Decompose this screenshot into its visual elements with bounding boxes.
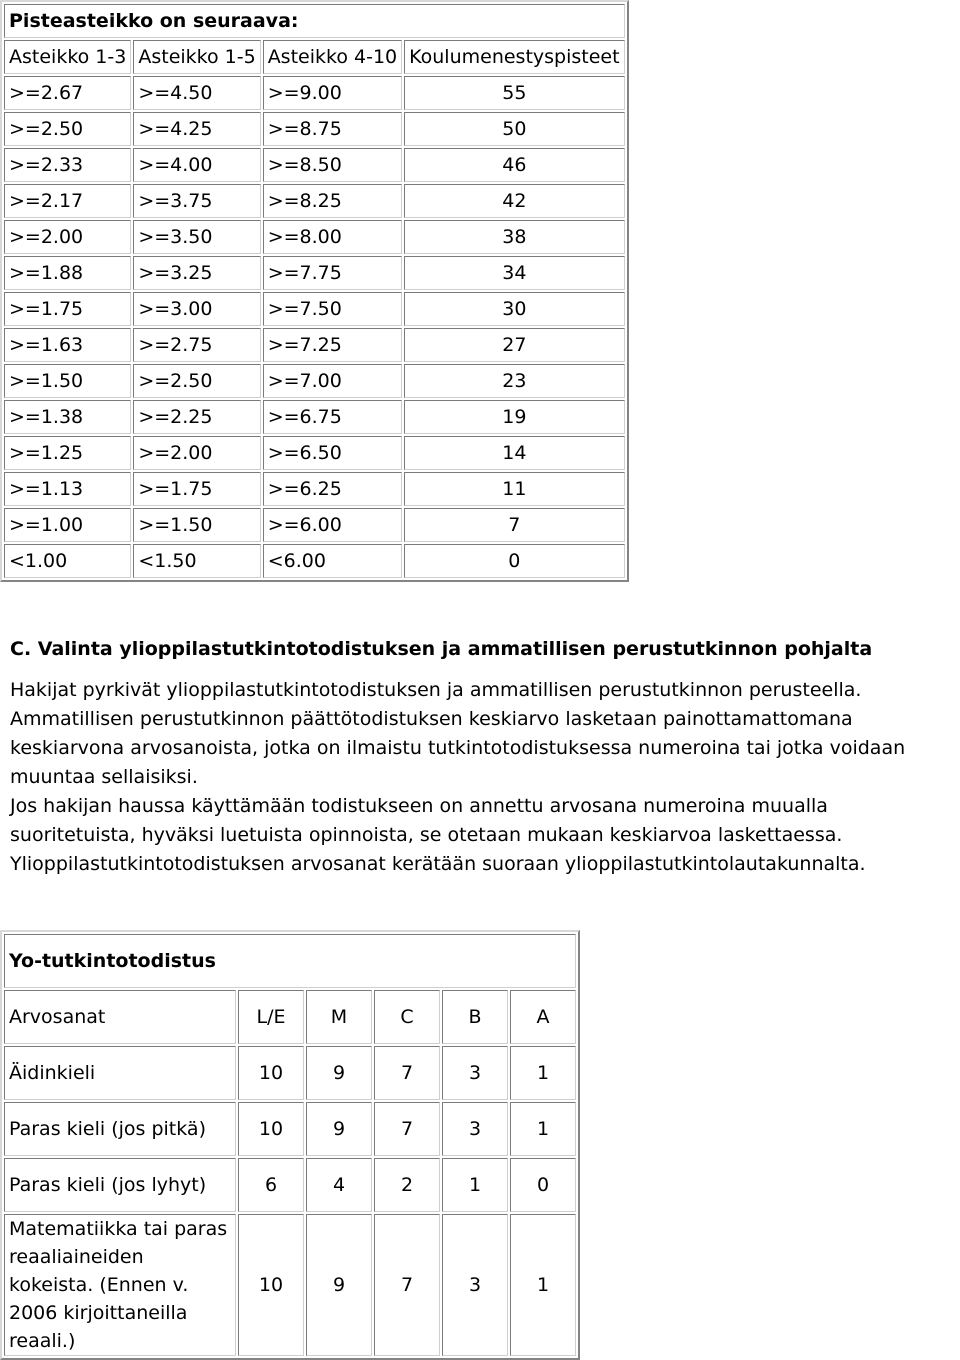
table-cell: >=2.00 (133, 436, 260, 470)
table-cell: >=1.38 (4, 400, 131, 434)
table-cell: >=3.25 (133, 256, 260, 290)
table-caption-row (4, 4, 625, 38)
section-c-title: C. Valinta ylioppilastutkintotodistuksen ja ammatillisen perustutkinnon pohjalta (10, 638, 873, 660)
table-cell: <1.00 (4, 544, 131, 578)
table-row (4, 1214, 576, 1356)
table-cell: >=8.25 (263, 184, 402, 218)
table-cell: >=3.75 (133, 184, 260, 218)
table-cell: 7 (404, 508, 624, 542)
points-cell: 10 (238, 1102, 304, 1156)
table-cell: 30 (404, 292, 624, 326)
points-cell: 1 (510, 1102, 576, 1156)
table-cell: 14 (404, 436, 624, 470)
table-cell: <1.50 (133, 544, 260, 578)
table-cell: >=1.63 (4, 328, 131, 362)
table-cell: >=1.88 (4, 256, 131, 290)
points-cell: 10 (238, 1214, 304, 1356)
points-cell: 6 (238, 1158, 304, 1212)
table-cell: >=6.00 (263, 508, 402, 542)
table-header-row (4, 990, 576, 1044)
table-cell: >=2.25 (133, 400, 260, 434)
table-header-row (4, 40, 625, 74)
table-row (4, 1102, 576, 1156)
points-cell: 1 (510, 1046, 576, 1100)
table-cell: >=2.33 (4, 148, 131, 182)
table-cell: >=1.25 (4, 436, 131, 470)
table-cell: <6.00 (263, 544, 402, 578)
column-header: Koulumenestyspisteet (404, 40, 624, 74)
table-cell: >=7.75 (263, 256, 402, 290)
points-cell: 1 (442, 1158, 508, 1212)
table-cell: 19 (404, 400, 624, 434)
points-cell: 9 (306, 1102, 372, 1156)
table-cell: >=7.50 (263, 292, 402, 326)
table-cell: >=6.25 (263, 472, 402, 506)
points-cell: 2 (374, 1158, 440, 1212)
grade-header: M (306, 990, 372, 1044)
paragraph: Ammatillisen perustutkinnon päättötodistuksen keskiarvo lasketaan painottamattomana keskiarvona arvosanoista, jotka on ilmaistu tutkintotodistuksessa numeroina tai jotka voidaan muuntaa sellaisiksi. (10, 708, 906, 788)
table-cell: >=8.75 (263, 112, 402, 146)
table-cell: 38 (404, 220, 624, 254)
table-cell: >=1.13 (4, 472, 131, 506)
table-cell: 42 (404, 184, 624, 218)
table-cell: >=3.00 (133, 292, 260, 326)
table-row (4, 148, 625, 182)
points-cell: 0 (510, 1158, 576, 1212)
table-row (4, 220, 625, 254)
table-row (4, 328, 625, 362)
subject-label: Paras kieli (jos pitkä) (4, 1102, 236, 1156)
table-cell: >=8.00 (263, 220, 402, 254)
grades-header-label: Arvosanat (4, 990, 236, 1044)
table-row (4, 1158, 576, 1212)
table-cell: 50 (404, 112, 624, 146)
table-caption: Pisteasteikko on seuraava: (4, 4, 625, 38)
table-cell: >=1.75 (4, 292, 131, 326)
table-caption: Yo-tutkintotodistus (4, 934, 576, 988)
points-cell: 9 (306, 1046, 372, 1100)
table-caption-row (4, 934, 576, 988)
table-cell: >=8.50 (263, 148, 402, 182)
points-cell: 3 (442, 1046, 508, 1100)
table-row (4, 1046, 576, 1100)
table-cell: >=4.00 (133, 148, 260, 182)
table-cell: 46 (404, 148, 624, 182)
table-row (4, 76, 625, 110)
table-cell: >=1.75 (133, 472, 260, 506)
column-header: Asteikko 1-3 (4, 40, 131, 74)
table-cell: >=1.00 (4, 508, 131, 542)
table-row (4, 472, 625, 506)
column-header: Asteikko 1-5 (133, 40, 260, 74)
table-row (4, 292, 625, 326)
table-cell: >=2.50 (133, 364, 260, 398)
subject-label: Matematiikka tai paras reaaliaineiden kokeista. (Ennen v. 2006 kirjoittaneilla reaali.) (4, 1214, 236, 1356)
table-row (4, 256, 625, 290)
table-row (4, 544, 625, 578)
table-cell: >=2.75 (133, 328, 260, 362)
column-header: Asteikko 4-10 (263, 40, 402, 74)
paragraph: Ylioppilastutkintotodistuksen arvosanat kerätään suoraan ylioppilastutkintolautakunnalta. (10, 853, 866, 875)
points-cell: 9 (306, 1214, 372, 1356)
subject-label: Paras kieli (jos lyhyt) (4, 1158, 236, 1212)
table-row (4, 400, 625, 434)
table-cell: >=4.25 (133, 112, 260, 146)
table-cell: >=3.50 (133, 220, 260, 254)
table-cell: >=2.17 (4, 184, 131, 218)
table-cell: >=7.25 (263, 328, 402, 362)
table-row (4, 112, 625, 146)
table-cell: 0 (404, 544, 624, 578)
table-cell: >=2.00 (4, 220, 131, 254)
yo-certificate-table (0, 930, 580, 1360)
table-cell: 11 (404, 472, 624, 506)
table-row (4, 436, 625, 470)
points-cell: 7 (374, 1102, 440, 1156)
section-c-body (10, 662, 958, 879)
table-cell: >=2.50 (4, 112, 131, 146)
table-cell: 23 (404, 364, 624, 398)
table-cell: >=9.00 (263, 76, 402, 110)
grade-header: L/E (238, 990, 304, 1044)
grade-header: B (442, 990, 508, 1044)
table-row (4, 508, 625, 542)
table-cell: >=2.67 (4, 76, 131, 110)
table-cell: 27 (404, 328, 624, 362)
points-cell: 7 (374, 1214, 440, 1356)
table-cell: >=7.00 (263, 364, 402, 398)
table-cell: >=1.50 (133, 508, 260, 542)
subject-label: Äidinkieli (4, 1046, 236, 1100)
table-cell: >=4.50 (133, 76, 260, 110)
table-row (4, 364, 625, 398)
table-cell: >=6.75 (263, 400, 402, 434)
points-cell: 1 (510, 1214, 576, 1356)
table-row (4, 184, 625, 218)
points-cell: 3 (442, 1102, 508, 1156)
paragraph: Hakijat pyrkivät ylioppilastutkintotodistuksen ja ammatillisen perustutkinnon perusteella. (10, 679, 862, 701)
table-cell: 34 (404, 256, 624, 290)
score-scale-table (0, 0, 629, 582)
points-cell: 10 (238, 1046, 304, 1100)
table-cell: >=6.50 (263, 436, 402, 470)
grade-header: A (510, 990, 576, 1044)
grade-header: C (374, 990, 440, 1044)
paragraph: Jos hakijan haussa käyttämään todistukseen on annettu arvosana numeroina muualla suoritetuista, hyväksi luetuista opinnoista, se otetaan mukaan keskiarvoa laskettaessa. (10, 795, 843, 846)
points-cell: 7 (374, 1046, 440, 1100)
points-cell: 4 (306, 1158, 372, 1212)
table-cell: >=1.50 (4, 364, 131, 398)
points-cell: 3 (442, 1214, 508, 1356)
table-cell: 55 (404, 76, 624, 110)
